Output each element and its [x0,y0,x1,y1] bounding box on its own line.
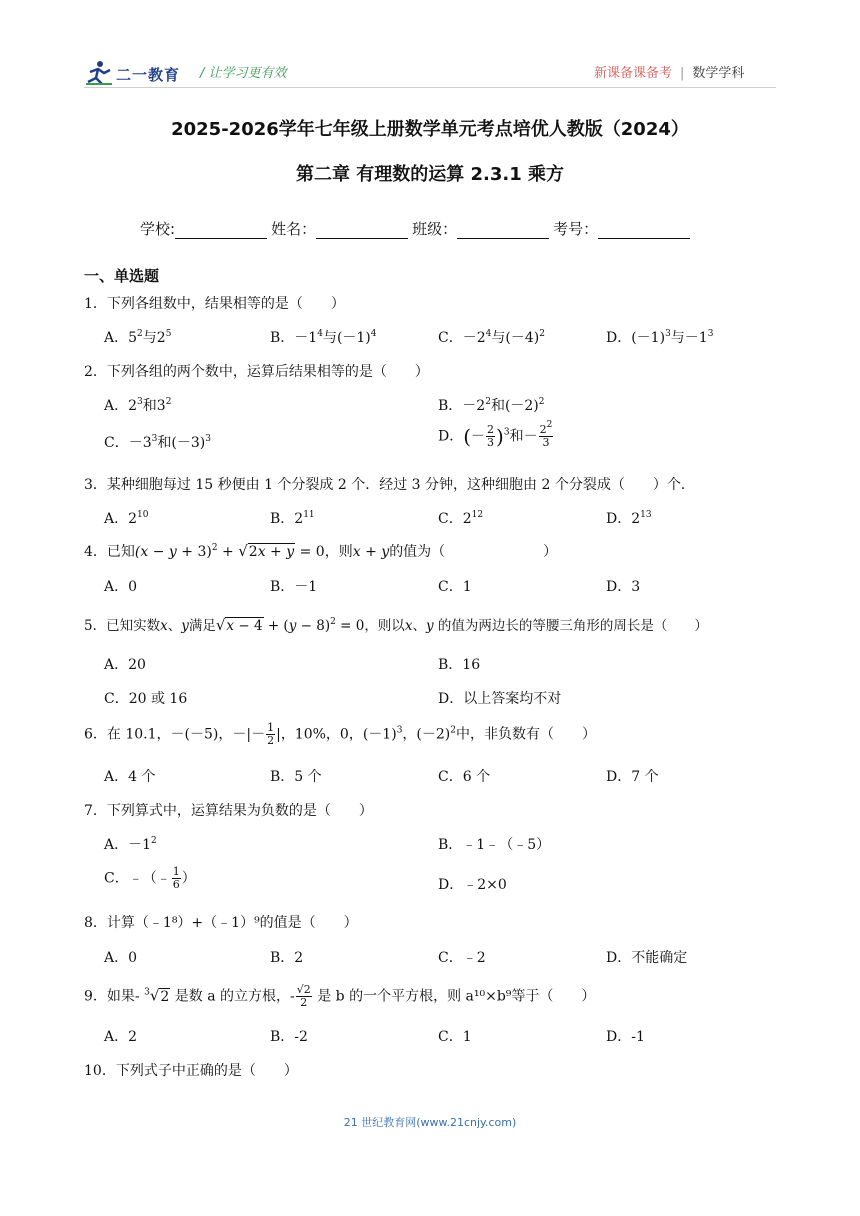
q1-option-a: A．$5^2$与$2^5$ [104,329,172,346]
header-divider [84,87,776,88]
school-blank[interactable] [175,222,267,239]
question-4-stem: 4．已知$(x - y + 3)^2 + √2x + y = 0$，则x + y的值为（ ） [84,542,558,560]
q3-option-a: A．$2^{10}$ [104,510,149,527]
chapter-title: 第二章 有理数的运算 2.3.1 乘方 [295,164,565,185]
class-blank[interactable] [457,222,549,239]
q5-option-c: C．20 或 16 [104,691,188,707]
q9-option-c: C．1 [438,1029,472,1045]
page-title: 2025-2026学年七年级上册数学单元考点培优人教版（2024） [171,119,689,140]
q2-option-d: D．(－ $\frac{2}{3}$ )$^3$和－ $\frac{2^2}{3}$ [438,420,553,449]
q6-option-d: D．7 个 [606,769,659,785]
q7-option-c: C．﹣（﹣ $\frac{1}{6}$ ） [104,865,196,891]
header-separator: | [680,66,685,81]
q4-option-d: D．3 [606,579,641,595]
question-8-stem: 8．计算（﹣1⁸）+（﹣1）⁹的值是（ ） [84,915,358,931]
logo [84,60,192,88]
question-2-stem: 2．下列各组的两个数中，运算后结果相等的是（ ） [84,364,429,380]
q1-option-b: B．$-1^4$与$(-1)^4$ [270,329,377,346]
q5-option-a: A．20 [104,657,146,673]
logo-text: 二一教育 [116,66,181,84]
q5-option-b: B．16 [438,657,481,673]
question-1-stem: 1．下列各组数中，结果相等的是（ ） [84,296,345,312]
q1-option-d: D．$(-1)^3$与$-1^3$ [606,329,714,346]
question-5-stem: 5．已知实数x、y满足$√x - 4 + (y - 8)^2 = 0$，则以x、y 的值为两边长的等腰三角形的周长是（ ） [84,616,708,634]
q8-option-c: C．﹣2 [438,950,486,966]
q4-option-b: B．－1 [270,579,318,595]
question-7-stem: 7．下列算式中，运算结果为负数的是（ ） [84,803,373,819]
name-label: 姓名： [271,220,317,238]
q2-option-a: A．$2^3$和$3^2$ [104,397,172,414]
q6-option-a: A．4 个 [104,769,156,785]
q2-option-c: C．$-3^3$和$(-3)^3$ [104,434,211,451]
q9-option-b: B．-2 [270,1029,308,1045]
q6-option-c: C．6 个 [438,769,491,785]
slogan: / 让学习更有效 [200,66,287,81]
class-label: 班级： [412,220,458,238]
footer-link[interactable]: 21 世纪教育网(www.21cnjy.com) [343,1116,517,1129]
q8-option-a: A．0 [104,950,138,966]
q4-option-a: A．0 [104,579,138,595]
q7-option-b: B．﹣1﹣（﹣5） [438,837,551,853]
q7-option-d: D．﹣2×0 [438,877,507,893]
school-label: 学校: [140,220,176,238]
q8-option-d: D．不能确定 [606,950,688,966]
runner-logo-icon [84,60,114,86]
q2-option-b: B．$-2^2$和$(-2)^2$ [438,397,545,414]
q9-option-a: A．2 [104,1029,138,1045]
q4-option-c: C．1 [438,579,472,595]
q3-option-d: D．$2^{13}$ [606,510,652,527]
q6-option-b: B．5 个 [270,769,322,785]
name-blank[interactable] [316,222,408,239]
q8-option-b: B．2 [270,950,304,966]
exam-label: 考号： [553,220,599,238]
q3-option-c: C．$2^{12}$ [438,510,484,527]
section-heading: 一、单选题 [84,267,160,285]
question-9-stem: 9．如果- $^3$√2 是数 a 的立方根，- $\frac{√2}{2}$ 是 b 的一个平方根，则 a¹⁰×b⁹等于（ ） [84,983,596,1009]
exam-blank[interactable] [598,222,690,239]
header-right [594,62,744,81]
q9-option-d: D．-1 [606,1029,645,1045]
q7-option-a: A．$-1^2$ [104,836,157,853]
question-3-stem: 3．某种细胞每过 15 秒便由 1 个分裂成 2 个．经过 3 分钟，这种细胞由 2 个分裂成（ ）个． [84,477,695,493]
q1-option-c: C．$-2^4$与$(-4)^2$ [438,329,545,346]
question-10-stem: 10．下列式子中正确的是（ ） [84,1063,298,1079]
header-tag: 新课备课备考 [594,66,673,81]
student-info [140,218,694,239]
q3-option-b: B．$2^{11}$ [270,510,315,527]
header-subject: 数学学科 [692,66,745,81]
question-6-stem: 6．在 10.1，－(－5)，－|－ $\frac{1}{2}$ |，10%，0，$(-1)^3$，$(-2)^2$中，非负数有（ ） [84,721,596,747]
q5-option-d: D．以上答案均不对 [438,691,562,707]
